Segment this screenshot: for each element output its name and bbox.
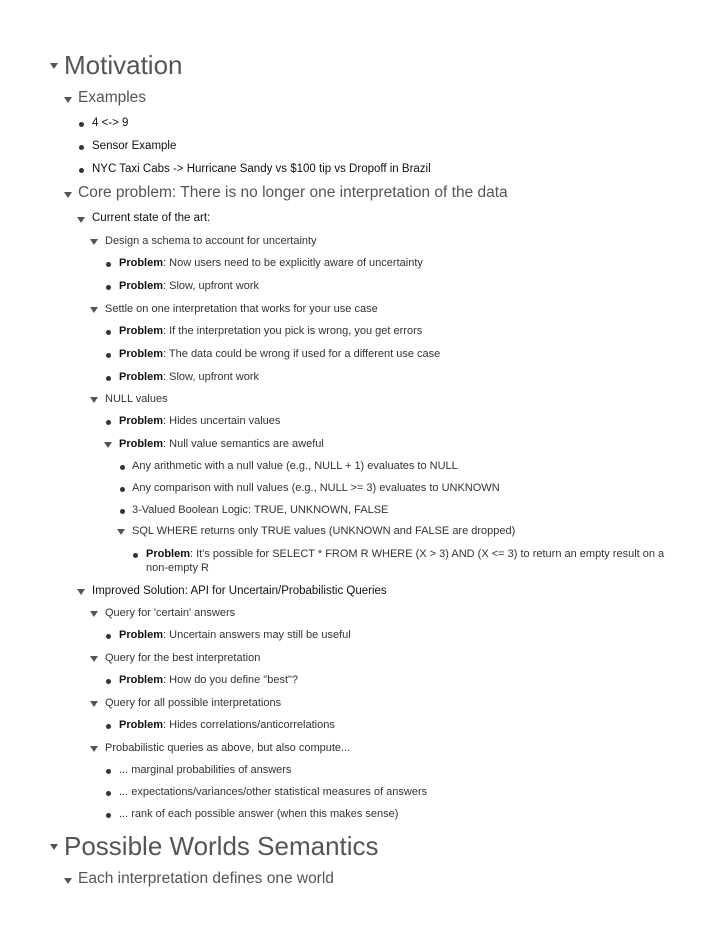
bullet-icon: [133, 553, 138, 558]
bullet-icon: [106, 420, 111, 425]
collapse-triangle-icon[interactable]: [50, 844, 58, 850]
problem-item: [119, 257, 423, 269]
bullet-icon: [120, 487, 125, 492]
problem-text: : It's possible for SELECT * FROM R WHERE (X > 3) AND (X <= 3) to return an empty result on a: [190, 548, 665, 560]
list-item: Sensor Example: [92, 140, 177, 152]
collapse-triangle-icon[interactable]: [90, 239, 98, 245]
problem-text: : Now users need to be explicitly aware of uncertainty: [163, 257, 423, 269]
problem-item: [146, 548, 664, 560]
collapse-triangle-icon[interactable]: [64, 878, 72, 884]
problem-text: : How do you define "best"?: [163, 674, 299, 686]
list-item: SQL WHERE returns only TRUE values (UNKNOWN and FALSE are dropped): [132, 525, 516, 537]
list-item: Query for 'certain' answers: [105, 607, 236, 619]
collapse-triangle-icon[interactable]: [104, 442, 112, 448]
list-item: 3-Valued Boolean Logic: TRUE, UNKNOWN, FALSE: [132, 504, 389, 516]
collapse-triangle-icon[interactable]: [77, 589, 85, 595]
collapse-triangle-icon[interactable]: [50, 63, 58, 69]
problem-label: Problem: [119, 674, 164, 686]
list-item: 4 <-> 9: [92, 117, 129, 129]
problem-label: Problem: [119, 325, 164, 337]
problem-text: : Null value semantics are aweful: [163, 438, 324, 450]
heading-current-state: Current state of the art:: [92, 212, 211, 224]
problem-text: : The data could be wrong if used for a different use case: [163, 348, 441, 360]
bullet-icon: [106, 285, 111, 290]
list-item: ... expectations/variances/other statistical measures of answers: [119, 786, 428, 798]
problem-label: Problem: [119, 629, 164, 641]
bullet-icon: [79, 122, 84, 127]
collapse-triangle-icon[interactable]: [117, 529, 125, 535]
collapse-triangle-icon[interactable]: [90, 307, 98, 313]
collapse-triangle-icon[interactable]: [90, 701, 98, 707]
collapse-triangle-icon[interactable]: [90, 397, 98, 403]
problem-label: Problem: [119, 280, 164, 292]
problem-item: [119, 629, 351, 641]
list-item: Query for the best interpretation: [105, 652, 261, 664]
list-item: ... rank of each possible answer (when this makes sense): [119, 808, 399, 820]
problem-item: [119, 415, 280, 427]
heading-motivation: Motivation: [64, 50, 183, 80]
bullet-icon: [106, 769, 111, 774]
problem-item: [119, 325, 422, 337]
bullet-icon: [106, 634, 111, 639]
problem-text: : Hides uncertain values: [163, 415, 281, 427]
list-item-design-schema: Design a schema to account for uncertainty: [105, 235, 317, 247]
problem-label: Problem: [119, 719, 164, 731]
list-item: Probabilistic queries as above, but also compute...: [105, 742, 351, 754]
bullet-icon: [106, 791, 111, 796]
problem-item: [119, 674, 298, 686]
bullet-icon: [79, 168, 84, 173]
list-item: NYC Taxi Cabs -> Hurricane Sandy vs $100 tip vs Dropoff in Brazil: [92, 163, 431, 175]
problem-item: [119, 438, 324, 450]
collapse-triangle-icon[interactable]: [90, 746, 98, 752]
list-item: ... marginal probabilities of answers: [119, 764, 292, 776]
bullet-icon: [106, 330, 111, 335]
list-item: Any arithmetic with a null value (e.g., NULL + 1) evaluates to NULL: [132, 460, 458, 472]
heading-examples: Examples: [78, 89, 147, 106]
heading-improved-solution: Improved Solution: API for Uncertain/Probabilistic Queries: [92, 585, 387, 597]
problem-label: Problem: [119, 348, 164, 360]
collapse-triangle-icon[interactable]: [90, 656, 98, 662]
problem-text: : Slow, upfront work: [163, 280, 260, 292]
problem-item: [119, 280, 259, 292]
problem-text: : Hides correlations/anticorrelations: [163, 719, 335, 731]
bullet-icon: [106, 262, 111, 267]
problem-text: : Slow, upfront work: [163, 371, 260, 383]
problem-label: Problem: [119, 257, 164, 269]
list-item-settle: Settle on one interpretation that works for your use case: [105, 303, 378, 315]
problem-text-continued: non-empty R: [146, 562, 209, 574]
collapse-triangle-icon[interactable]: [64, 192, 72, 198]
bullet-icon: [79, 145, 84, 150]
problem-label: Problem: [119, 371, 164, 383]
problem-label: Problem: [119, 438, 164, 450]
collapse-triangle-icon[interactable]: [90, 611, 98, 617]
bullet-icon: [106, 724, 111, 729]
problem-text: : Uncertain answers may still be useful: [163, 629, 351, 641]
bullet-icon: [106, 813, 111, 818]
collapse-triangle-icon[interactable]: [64, 97, 72, 103]
bullet-icon: [120, 509, 125, 514]
problem-item: [119, 371, 259, 383]
heading-core-problem: Core problem: There is no longer one interpretation of the data: [78, 184, 508, 201]
bullet-icon: [106, 353, 111, 358]
problem-item: [119, 348, 440, 360]
problem-label: Problem: [146, 548, 191, 560]
problem-text: : If the interpretation you pick is wrong, you get errors: [163, 325, 423, 337]
bullet-icon: [120, 465, 125, 470]
list-item-null-values: NULL values: [105, 393, 168, 405]
collapse-triangle-icon[interactable]: [77, 217, 85, 223]
list-item: Any comparison with null values (e.g., NULL >= 3) evaluates to UNKNOWN: [132, 482, 500, 494]
list-item: Query for all possible interpretations: [105, 697, 282, 709]
problem-item: [119, 719, 335, 731]
bullet-icon: [106, 679, 111, 684]
heading-possible-worlds: Possible Worlds Semantics: [64, 831, 379, 861]
problem-label: Problem: [119, 415, 164, 427]
heading-each-interpretation: Each interpretation defines one world: [78, 870, 334, 887]
bullet-icon: [106, 376, 111, 381]
